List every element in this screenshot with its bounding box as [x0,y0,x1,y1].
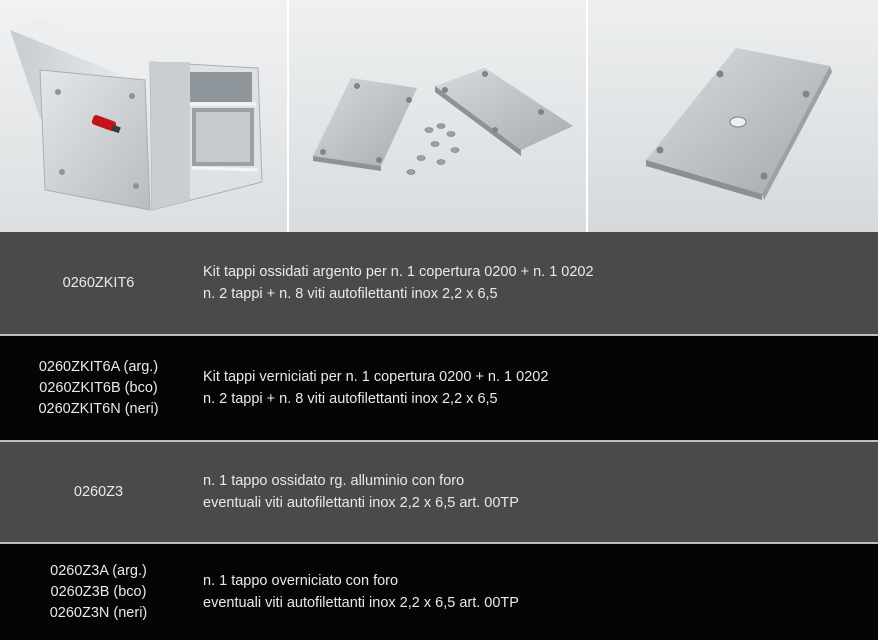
two-end-caps-with-screws-photo [289,0,586,232]
description-line: Kit tappi ossidati argento per n. 1 copertura 0200 + n. 1 0202 [203,264,594,280]
product-code-cell [0,442,197,542]
product-description-cell [203,544,868,640]
product-row [0,442,878,542]
product-code: 0260Z3N (neri) [49,604,148,621]
description-line: n. 2 tappi + n. 8 viti autofilettanti inox 2,2 x 6,5 [203,286,498,302]
product-code: 0260Z3 [73,483,124,500]
product-description-cell [203,336,868,440]
description-line: n. 1 tappo overniciato con foro [203,573,399,589]
product-code-cell [0,544,197,640]
description-line: Kit tappi verniciati per n. 1 copertura 0200 + n. 1 0202 [203,369,549,385]
product-description-cell [203,442,868,542]
product-row [0,336,878,440]
description-line: n. 2 tappi + n. 8 viti autofilettanti inox 2,2 x 6,5 [203,391,498,407]
product-photos [0,0,878,232]
description-line: n. 1 tappo ossidato rg. alluminio con foro [203,473,465,489]
product-code-cell [0,336,197,440]
product-code: 0260Z3B (bco) [50,583,147,600]
product-code: 0260Z3A (arg.) [50,562,147,579]
description-line: eventuali viti autofilettanti inox 2,2 x 6,5 art. 00TP [203,595,519,611]
product-code: 0260ZKIT6B (bco) [39,379,158,396]
product-code-cell [0,232,197,334]
single-end-cap-with-hole-photo [588,0,878,232]
product-row [0,232,878,334]
description-line: eventuali viti autofilettanti inox 2,2 x 6,5 art. 00TP [203,495,519,511]
product-row [0,544,878,640]
product-code: 0260ZKIT6N (neri) [38,400,159,417]
product-description-cell [203,232,868,334]
aluminium-profile-with-end-cap-photo [0,0,287,232]
product-code: 0260ZKIT6 [62,274,135,291]
product-code: 0260ZKIT6A (arg.) [38,358,159,375]
